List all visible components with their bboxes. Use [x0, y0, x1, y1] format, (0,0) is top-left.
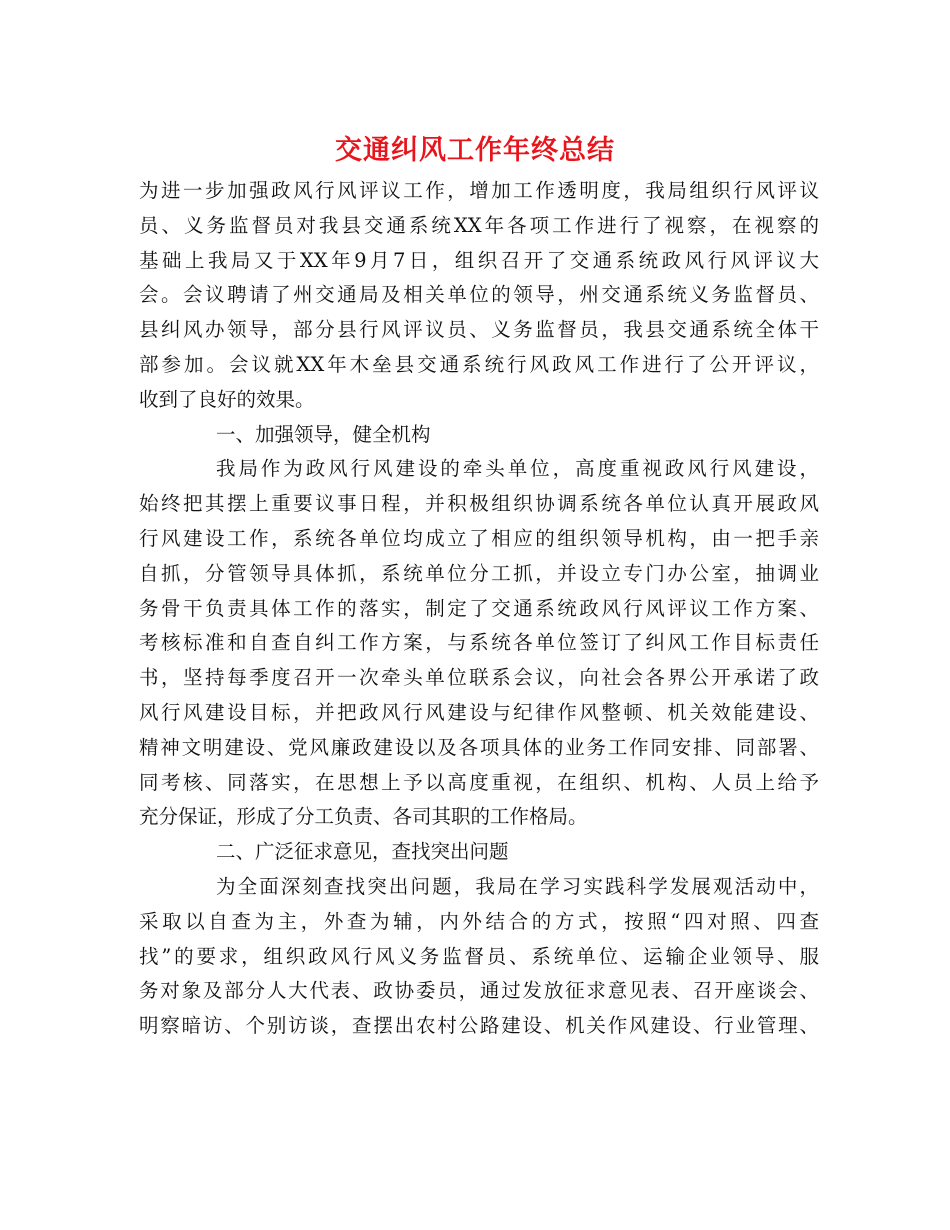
text-line: 找”的要求，组织政风行风义务监督员、系统单位、运输企业领导、服 — [139, 944, 819, 968]
text-line: 同考核、同落实，在思想上予以高度重视，在组织、机构、人员上给予 — [139, 770, 819, 794]
text-line: 采取以自查为主，外查为辅，内外结合的方式，按照“四对照、四查 — [139, 909, 819, 933]
document-title: 交通纠风工作年终总结 — [335, 135, 615, 166]
text-line: 行风建设工作，系统各单位均成立了相应的组织领导机构，由一把手亲 — [139, 526, 819, 550]
document-body — [139, 174, 819, 1044]
text-line: 始终把其摆上重要议事日程，并积极组织协调系统各单位认真开展政风 — [139, 492, 819, 516]
text-line: 充分保证，形成了分工负责、各司其职的工作格局。 — [139, 805, 588, 829]
section-heading: 一、加强领导，健全机构 — [216, 422, 431, 446]
section-heading: 二、广泛征求意见，查找突出问题 — [216, 840, 509, 864]
text-line: 会。会议聘请了州交通局及相关单位的领导，州交通系统义务监督员、 — [139, 283, 819, 307]
text-line: 精神文明建设、党风廉政建设以及各项具体的业务工作同安排、同部署、 — [139, 735, 819, 759]
text-line: 为全面深刻查找突出问题，我局在学习实践科学发展观活动中， — [216, 874, 819, 898]
text-line: 明察暗访、个别访谈，查摆出农村公路建设、机关作风建设、行业管理、 — [139, 1014, 819, 1038]
text-line: 考核标准和自查自纠工作方案，与系统各单位签订了纠风工作目标责任 — [139, 631, 819, 655]
text-line: 部参加。会议就XX年木垒县交通系统行风政风工作进行了公开评议， — [139, 352, 819, 376]
text-line: 我局作为政风行风建设的牵头单位，高度重视政风行风建设， — [216, 457, 819, 481]
text-line: 自抓，分管领导具体抓，系统单位分工抓，并设立专门办公室，抽调业 — [139, 561, 819, 585]
text-line: 基础上我局又于XX年9月7日，组织召开了交通系统政风行风评议大 — [139, 248, 819, 272]
text-line: 员、义务监督员对我县交通系统XX年各项工作进行了视察，在视察的 — [139, 213, 819, 237]
text-line: 务骨干负责具体工作的落实，制定了交通系统政风行风评议工作方案、 — [139, 596, 819, 620]
text-line: 书，坚持每季度召开一次牵头单位联系会议，向社会各界公开承诺了政 — [139, 666, 819, 690]
text-line: 为进一步加强政风行风评议工作，增加工作透明度，我局组织行风评议 — [139, 179, 819, 202]
text-line: 风行风建设目标，并把政风行风建设与纪律作风整顿、机关效能建设、 — [139, 700, 819, 724]
text-line: 收到了良好的效果。 — [139, 387, 315, 411]
text-line: 县纠风办领导，部分县行风评议员、义务监督员，我县交通系统全体干 — [139, 318, 819, 342]
text-line: 务对象及部分人大代表、政协委员，通过发放征求意见表、召开座谈会、 — [139, 979, 819, 1003]
